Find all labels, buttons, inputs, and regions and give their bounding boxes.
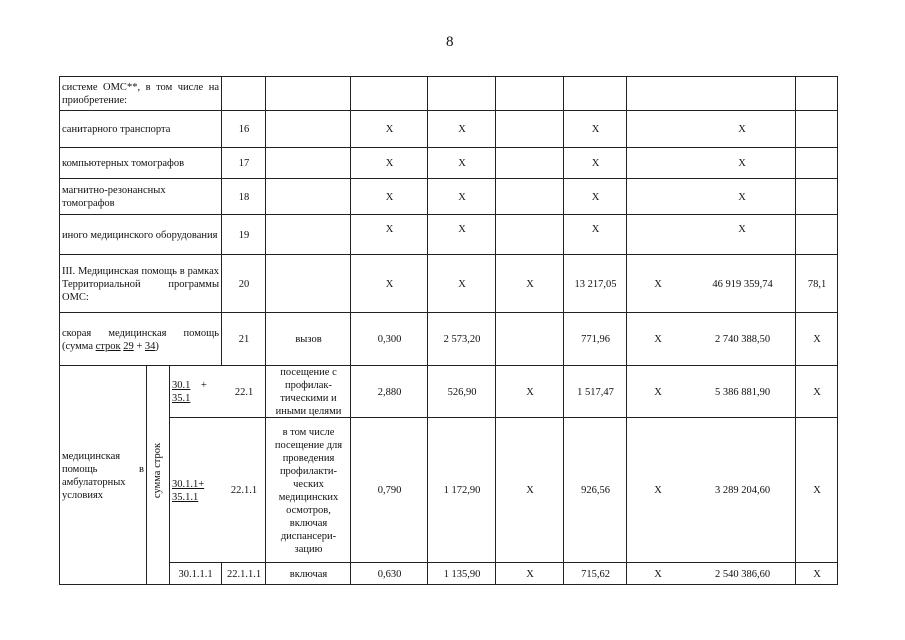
row-number: 21 [238,334,250,345]
cell-value: X [385,158,394,169]
unit-label: в том числе посещение для проведения профилакти-ческих медицинских осмотров, включая диспансери-зацию [274,426,343,555]
row-number: 16 [238,124,250,135]
cell-value: 526,90 [447,386,477,398]
cell-value: 926,56 [581,485,610,496]
row-number: 19 [238,229,250,241]
row-number: 20 [238,278,250,290]
ambulatory-group-label: медицинская помощь в амбулаторных условиях [62,450,144,501]
row-number: 22.1.1 [230,485,258,496]
cell-value: X [813,568,821,580]
cell-value: 715,62 [581,568,610,580]
cell-value: X [591,191,600,203]
row-number: 18 [238,191,250,203]
cell-value: X [654,278,662,290]
cell-value: X [458,223,466,235]
cell-value: X [385,278,394,290]
cell-value: 0,300 [377,334,402,345]
row-reference: 30.1.1.1 [178,568,213,580]
cell-value: 1 135,90 [443,568,481,580]
cell-value: 2 573,20 [443,334,481,345]
cell-value: X [526,485,534,496]
cell-value: X [526,278,534,290]
cell-value: X [813,485,821,496]
row-name: скорая медицинская помощь (сумма строк 29 + 34) [62,327,219,352]
row-name: санитарного транспорта [62,124,171,135]
cell-value: X [738,191,746,203]
cell-value: 0,790 [377,485,402,496]
cell-value: 771,96 [581,334,610,345]
cell-value: 1 172,90 [443,485,481,496]
cell-value: X [526,386,534,398]
cell-value: X [591,158,600,169]
cell-value: X [458,124,466,135]
cell-value: X [458,191,466,203]
cell-value: 1 517,47 [577,386,614,398]
cell-value: X [738,223,746,235]
cell-value: X [385,124,394,135]
cell-value: X [654,386,662,398]
cell-value: 0,630 [377,568,402,580]
data-table [59,76,838,585]
cell-value: X [385,223,394,235]
cell-value: X [591,124,600,135]
row-number: 22.1.1.1 [226,568,262,580]
cell-value: X [458,278,466,290]
row-number: 17 [238,158,250,169]
cell-value: X [458,158,466,169]
row-name: магнитно-резонансных томографов [62,185,166,209]
unit-label: включая [289,568,328,580]
sum-rows-label: сумма строк [152,442,163,499]
cell-value: X [526,568,534,580]
cell-value: X [738,124,746,135]
cell-value: X [654,334,662,345]
cell-value: X [591,223,600,235]
cell-value: X [385,191,394,203]
row-number: 22.1 [234,386,254,398]
cell-value: 78,1 [807,278,827,290]
cell-value: X [654,568,662,580]
cell-value: 3 289 204,60 [714,485,771,496]
cell-value: 46 919 359,74 [712,278,773,290]
cell-value: X [813,386,821,398]
cell-value: 13 217,05 [574,278,617,290]
cell-value: 2 740 388,50 [714,334,771,345]
row-name: III. Медицинская помощь в рамках Территориальной программы ОМС: [62,265,219,303]
page-number: 8 [446,34,454,50]
row-reference: 30.1.1+ 35.1.1 [172,478,205,503]
unit-label: вызов [295,334,322,345]
row-name: системе ОМС**, в том числе на приобретение: [62,81,219,106]
cell-value: 5 386 881,90 [714,386,771,398]
row-name: иного медицинского оборудования [62,229,218,241]
cell-value: 2,880 [377,386,402,398]
cell-value: X [813,334,821,345]
row-name: компьютерных томографов [62,158,185,169]
row-reference: 30.1 + 35.1 [172,380,207,404]
cell-value: X [738,158,746,169]
cell-value: X [654,485,662,496]
cell-value: 2 540 386,60 [714,568,771,580]
unit-label: посещение с профилак-тическими и иными целями [275,367,342,417]
